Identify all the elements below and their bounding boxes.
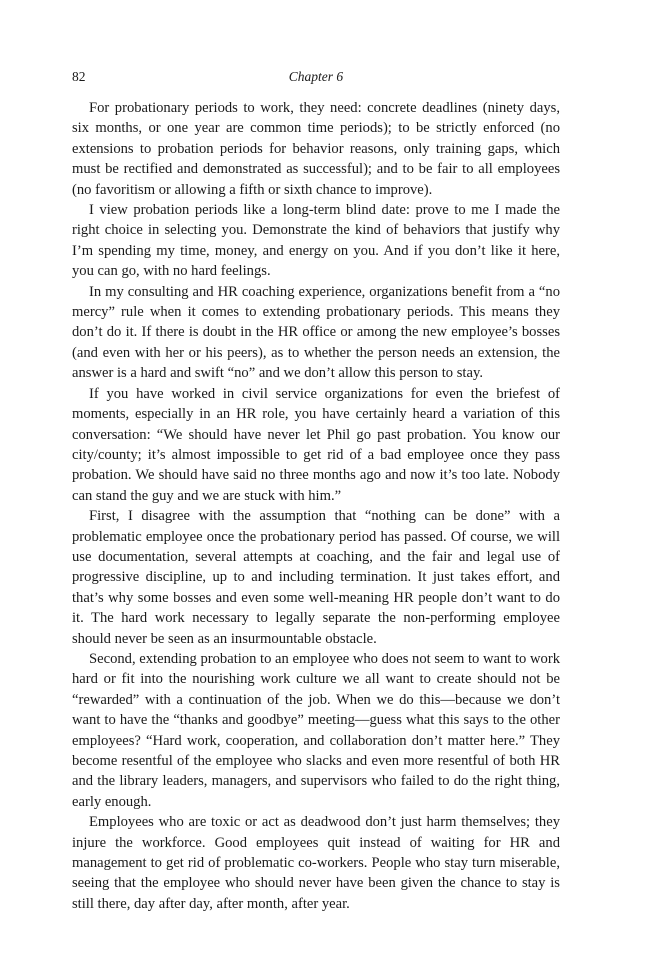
paragraph: If you have worked in civil service organizations for even the briefest of moments, especially in an HR role, you have certainly heard a variation of this conversation: “We should have never let Phil go past probation. You know our city/county; it’s almost impossible to get rid of a bad employee once they pass probation. We should have said no three months ago and now it’s too late. Nobody can stand the guy and we are stuck with him.” [72,385,560,504]
running-head [72,66,560,88]
book-page [72,66,560,914]
paragraph: For probationary periods to work, they need: concrete deadlines (ninety days, six months, or one year are common time periods); to be strictly enforced (no extensions to probation periods for behavior reasons, only training gaps, which must be rectified and demonstrated as successful); and to be fair to all employees (no favoritism or allowing a fifth or sixth chance to improve). [72,100,560,198]
body-text [72,98,560,914]
paragraph: Second, extending probation to an employee who does not seem to want to work hard or fit into the nourishing work culture we all want to create should not be “rewarded” with a continuation of the job. When we do this—because we don’t want to have the “thanks and goodbye” meeting—guess what this says to the other employees? “Hard work, cooperation, and collaboration don’t matter here.” They become resentful of the employee who slacks and even more resentful of both HR and the library leaders, managers, and supervisors who failed to do the right thing, early enough. [72,650,560,810]
paragraph: Employees who are toxic or act as deadwood don’t just harm themselves; they injure the workforce. Good employees quit instead of waiting for HR and management to get rid of problematic co-workers. People who stay turn miserable, seeing that the employee who should never have been given the chance to stay is still there, day after day, after month, after year. [72,814,560,912]
paragraph: I view probation periods like a long-term blind date: prove to me I made the right choice in selecting you. Demonstrate the kind of behaviors that justify why I’m spending my time, money, and energy on you. And if you don’t like it here, you can go, with no hard feelings. [72,202,560,280]
chapter-title: Chapter 6 [288,69,344,84]
paragraph: First, I disagree with the assumption that “nothing can be done” with a problematic employee once the probationary period has passed. Of course, we will use documentation, several attempts at coaching, and the fair and legal use of progressive discipline, up to and including termination. It just takes effort, and that’s why some bosses and even some well-meaning HR people don’t want to do it. The hard work necessary to legally separate the non-performing employee should never be seen as an insurmountable obstacle. [72,508,560,647]
page-number: 82 [72,69,86,84]
paragraph: In my consulting and HR coaching experience, organizations benefit from a “no mercy” rule when it comes to extending probationary periods. This means they don’t do it. If there is doubt in the HR office or among the new employee’s bosses (and even with her or his peers), as to whether the person needs an extension, the answer is a hard and swift “no” and we don’t allow this person to stay. [72,283,560,382]
